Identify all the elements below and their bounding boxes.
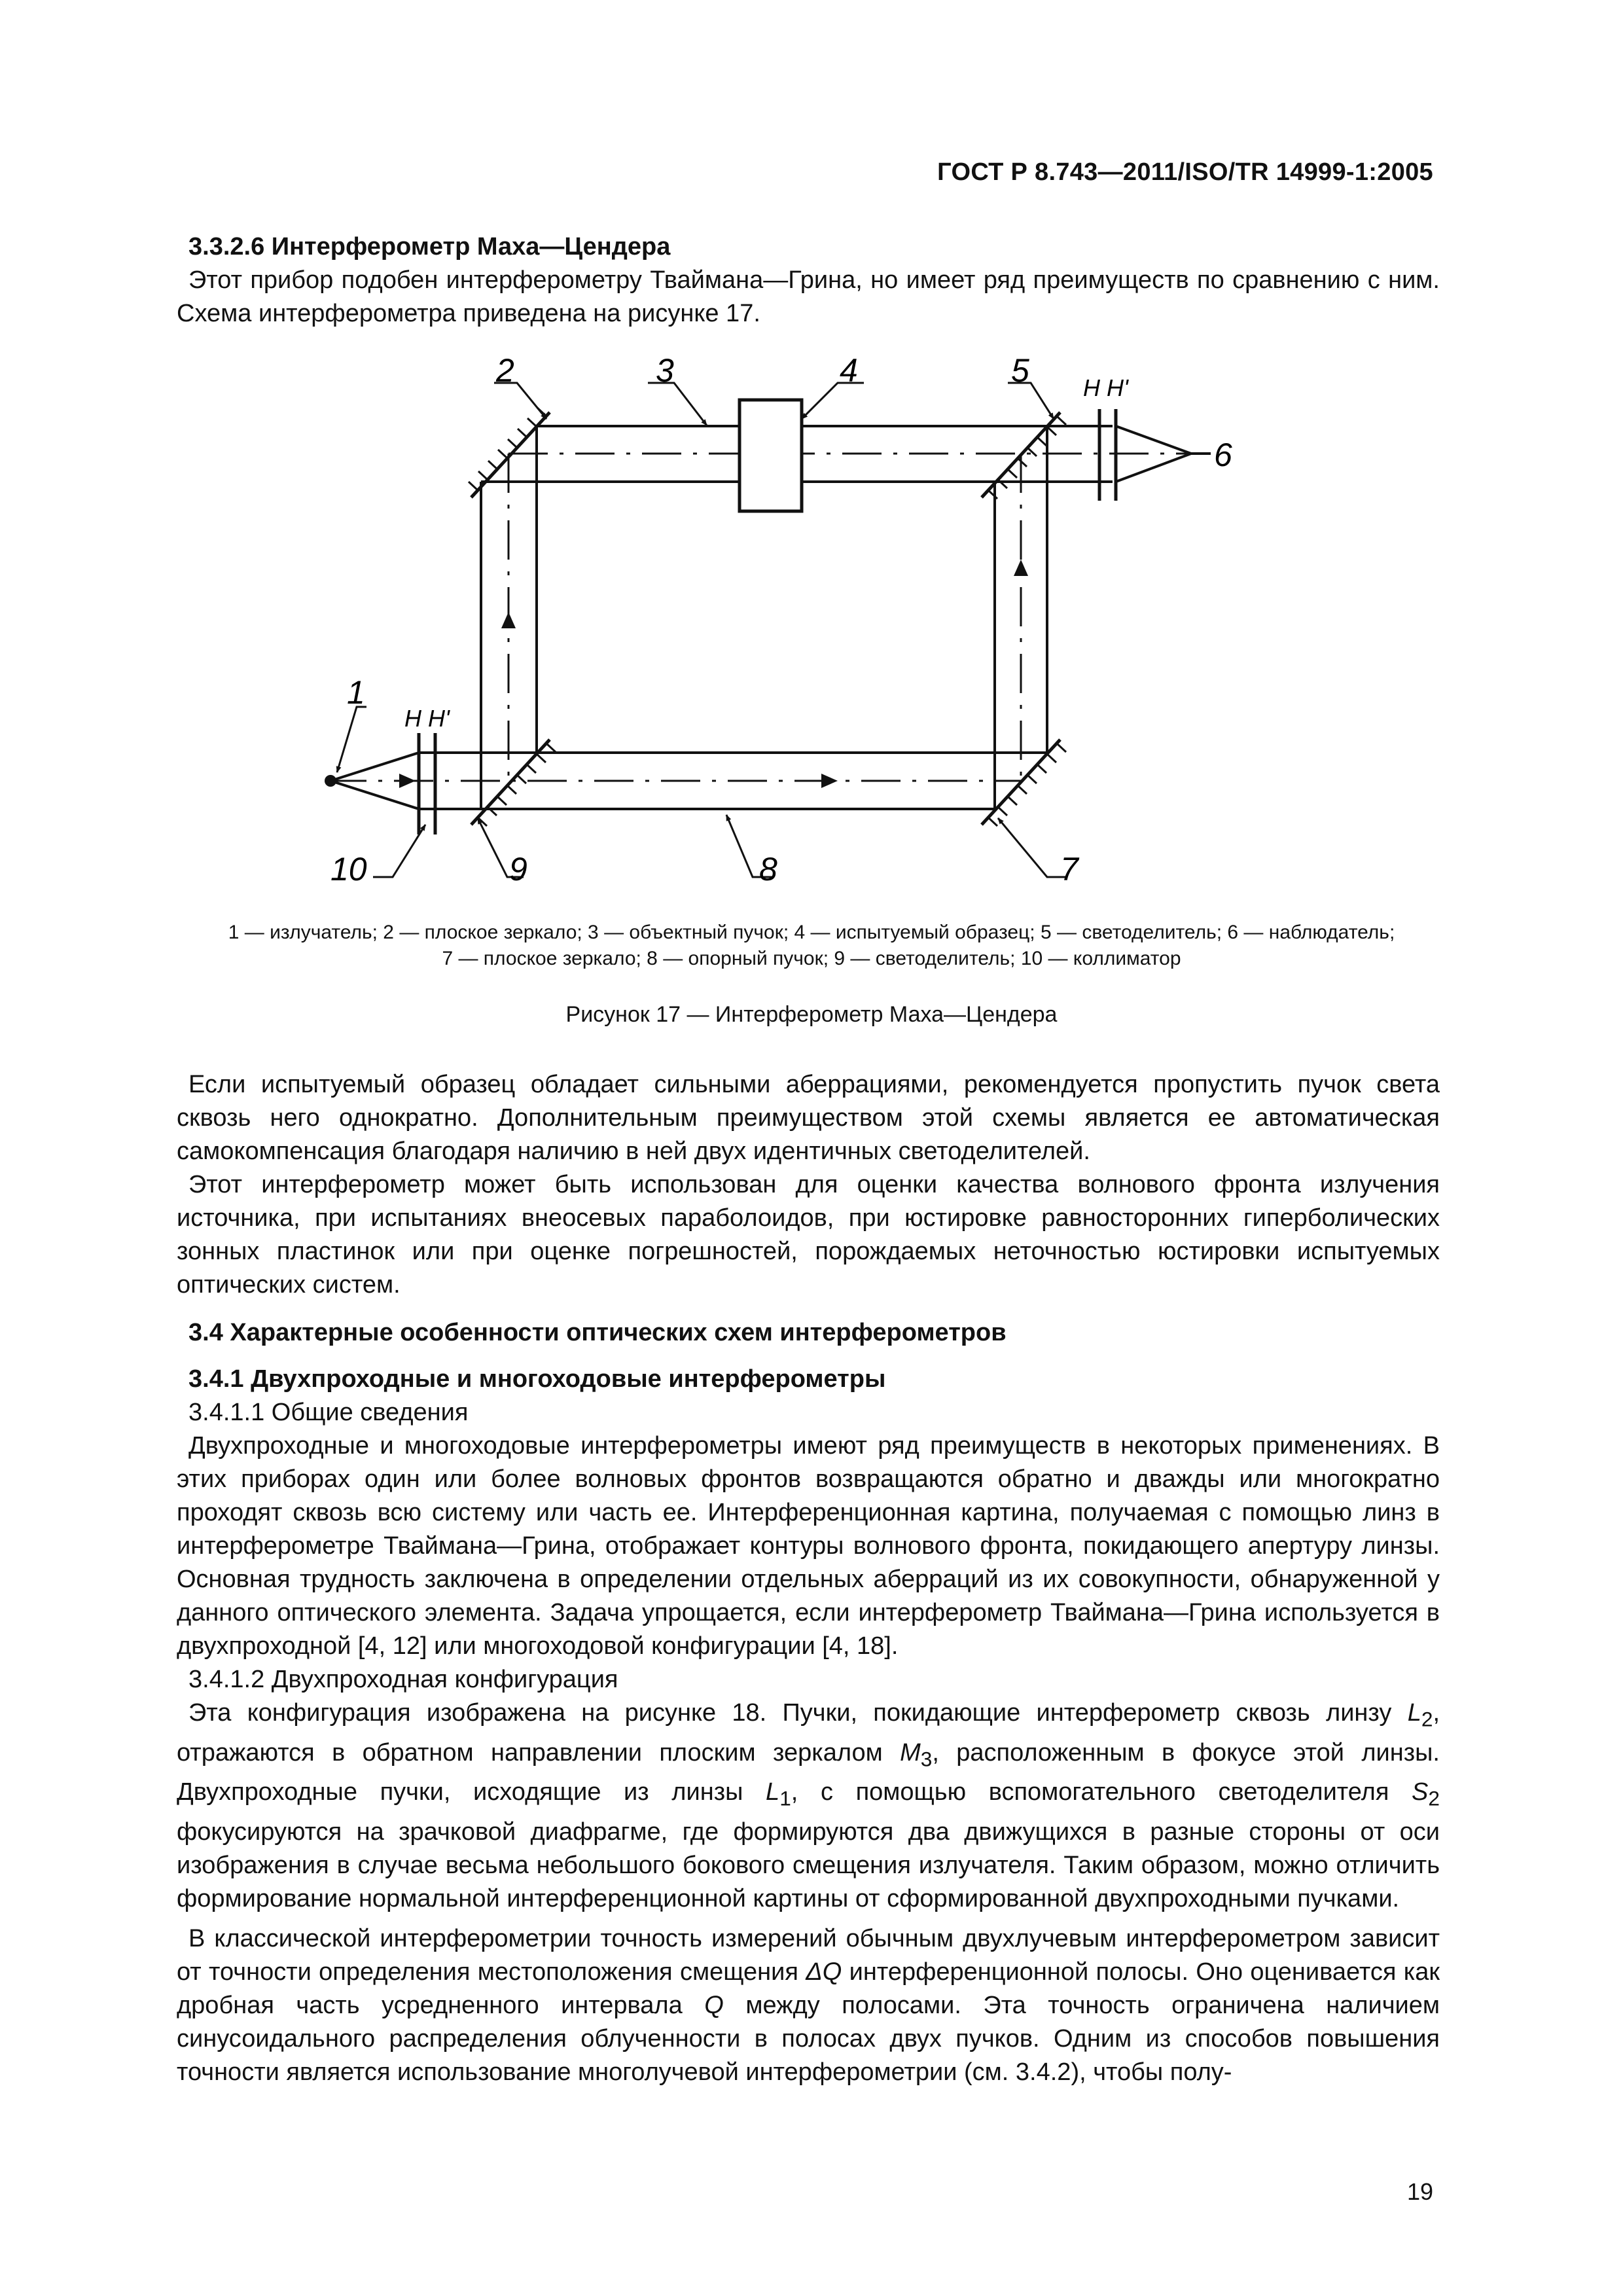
left-beam-arrow (501, 612, 516, 628)
collimator-lens (419, 733, 435, 834)
mach-zehnder-diagram (0, 0, 1623, 916)
label-6: 6 (1214, 437, 1232, 473)
label-9: 9 (509, 851, 527, 888)
legend-line-1: 1 — излучатель; 2 — плоское зеркало; 3 — объектный пучок; 4 — испытуемый образец; 5 — светоделитель; 6 — наблюдатель; (228, 922, 1395, 943)
body-after-figure (177, 1068, 1440, 2089)
figure-legend (105, 920, 1518, 972)
document-header: ГОСТ Р 8.743—2011/ISO/TR 14999-1:2005 (937, 158, 1433, 186)
test-sample (740, 400, 802, 511)
section-3411-para: Двухпроходные и многоходовые интерферометры имеют ряд преимуществ в некоторых применениях. В этих приборах один или более волновых фронтов возвращаются обратно и дважды или многократно проходят сквозь всю систему или часть ее. Интерференционная картина, получаемая с помощью линз в интерферометре Тваймана—Грина, отображает контуры волнового фронта, покидающего апертуру линзы. Основная трудность заключена в определении отдельных аберраций из их совокупности, обнаруженной у данного оптического элемента. Задача упрощается, если интерферометр Тваймана—Грина используется в двухпроходной [4, 12] или многоходовой конфигурации [4, 18]. (177, 1432, 1440, 1660)
label-10: 10 (330, 851, 367, 888)
right-beam-arrow (1014, 560, 1028, 576)
observer-lens (1099, 409, 1116, 501)
section-3411-title: 3.4.1.1 Общие сведения (188, 1399, 469, 1426)
label-hh-top: H H' (1083, 374, 1128, 401)
bottom-beam-arrow (821, 774, 838, 788)
label-1: 1 (347, 674, 365, 711)
label-8: 8 (759, 851, 777, 888)
section-3326-para: Этот прибор подобен интерферометру Тваймана—Грина, но имеет ряд преимуществ по сравнению с ним. Схема интерферометра приведена на рисунке 17. (177, 266, 1440, 327)
legend-line-2: 7 — плоское зеркало; 8 — опорный пучок; 9 — светоделитель; 10 — коллиматор (442, 948, 1181, 969)
label-7: 7 (1060, 851, 1079, 888)
figure-caption: Рисунок 17 — Интерферометр Маха—Цендера (565, 1002, 1058, 1027)
label-hh-bottom: H H' (404, 705, 450, 732)
para-usage: Этот интерферометр может быть использован для оценки качества волнового фронта излучения источника, при испытаниях внеосевых параболоидов, при юстировке равносторонних гиперболических зонных пластинок или при оценке погрешностей, порождаемых неточностью юстировки испытуемых оптических систем. (177, 1171, 1440, 1299)
section-3326-title: 3.3.2.6 Интерферометр Маха—Цендера (188, 233, 671, 260)
label-4: 4 (840, 352, 858, 389)
section-341-title: 3.4.1 Двухпроходные и многоходовые интерферометры (188, 1365, 886, 1393)
input-beam-arrow (399, 774, 416, 788)
section-3412-title: 3.4.1.2 Двухпроходная конфигурация (188, 1666, 618, 1693)
source-point (325, 775, 336, 787)
para-aberrations: Если испытуемый образец обладает сильными аберрациями, рекомендуется пропустить пучок света сквозь него однократно. Дополнительным преимуществом этой схемы является ее автоматическая самокомпенсация благодаря наличию в ней двух идентичных светоделителей. (177, 1071, 1440, 1165)
para-classic-interferometry: В классической интерферометрии точность измерений обычным двухлучевым интерферометром зависит от точности определения местоположения смещения ΔQ интерференционной полосы. Оно оценивается как дробная часть усредненного интервала Q между полосами. Эта точность ограничена наличием синусоидального распределения облученности в полосах двух пучков. Одним из способов повышения точности является использование многолучевой интерферометрии (см. 3.4.2), чтобы полу- (177, 1924, 1440, 2086)
section-3412-para: Эта конфигурация изображена на рисунке 18. Пучки, покидающие интерферометр сквозь линзу $L_2$, отражаются в обратном направлении плоским зеркалом $M_3$, расположенным в фокусе этой линзы. Двухпроходные пучки, исходящие из линзы $L_1$, с помощью вспомогательного светоделителя $S_2$ фокусируются на зрачковой диафрагме, где формируются два движущихся в разные стороны от оси изображения в случае весьма небольшого бокового смещения излучателя. Таким образом, можно отличить формирование нормальной интерференционной картины от сформированной двухпроходными пучками. (177, 1699, 1440, 1912)
section-34-title: 3.4 Характерные особенности оптических схем интерферометров (188, 1319, 1007, 1346)
label-3: 3 (656, 352, 674, 389)
label-2: 2 (496, 352, 514, 389)
page-number: 19 (1406, 2178, 1433, 2205)
label-5: 5 (1011, 352, 1029, 389)
